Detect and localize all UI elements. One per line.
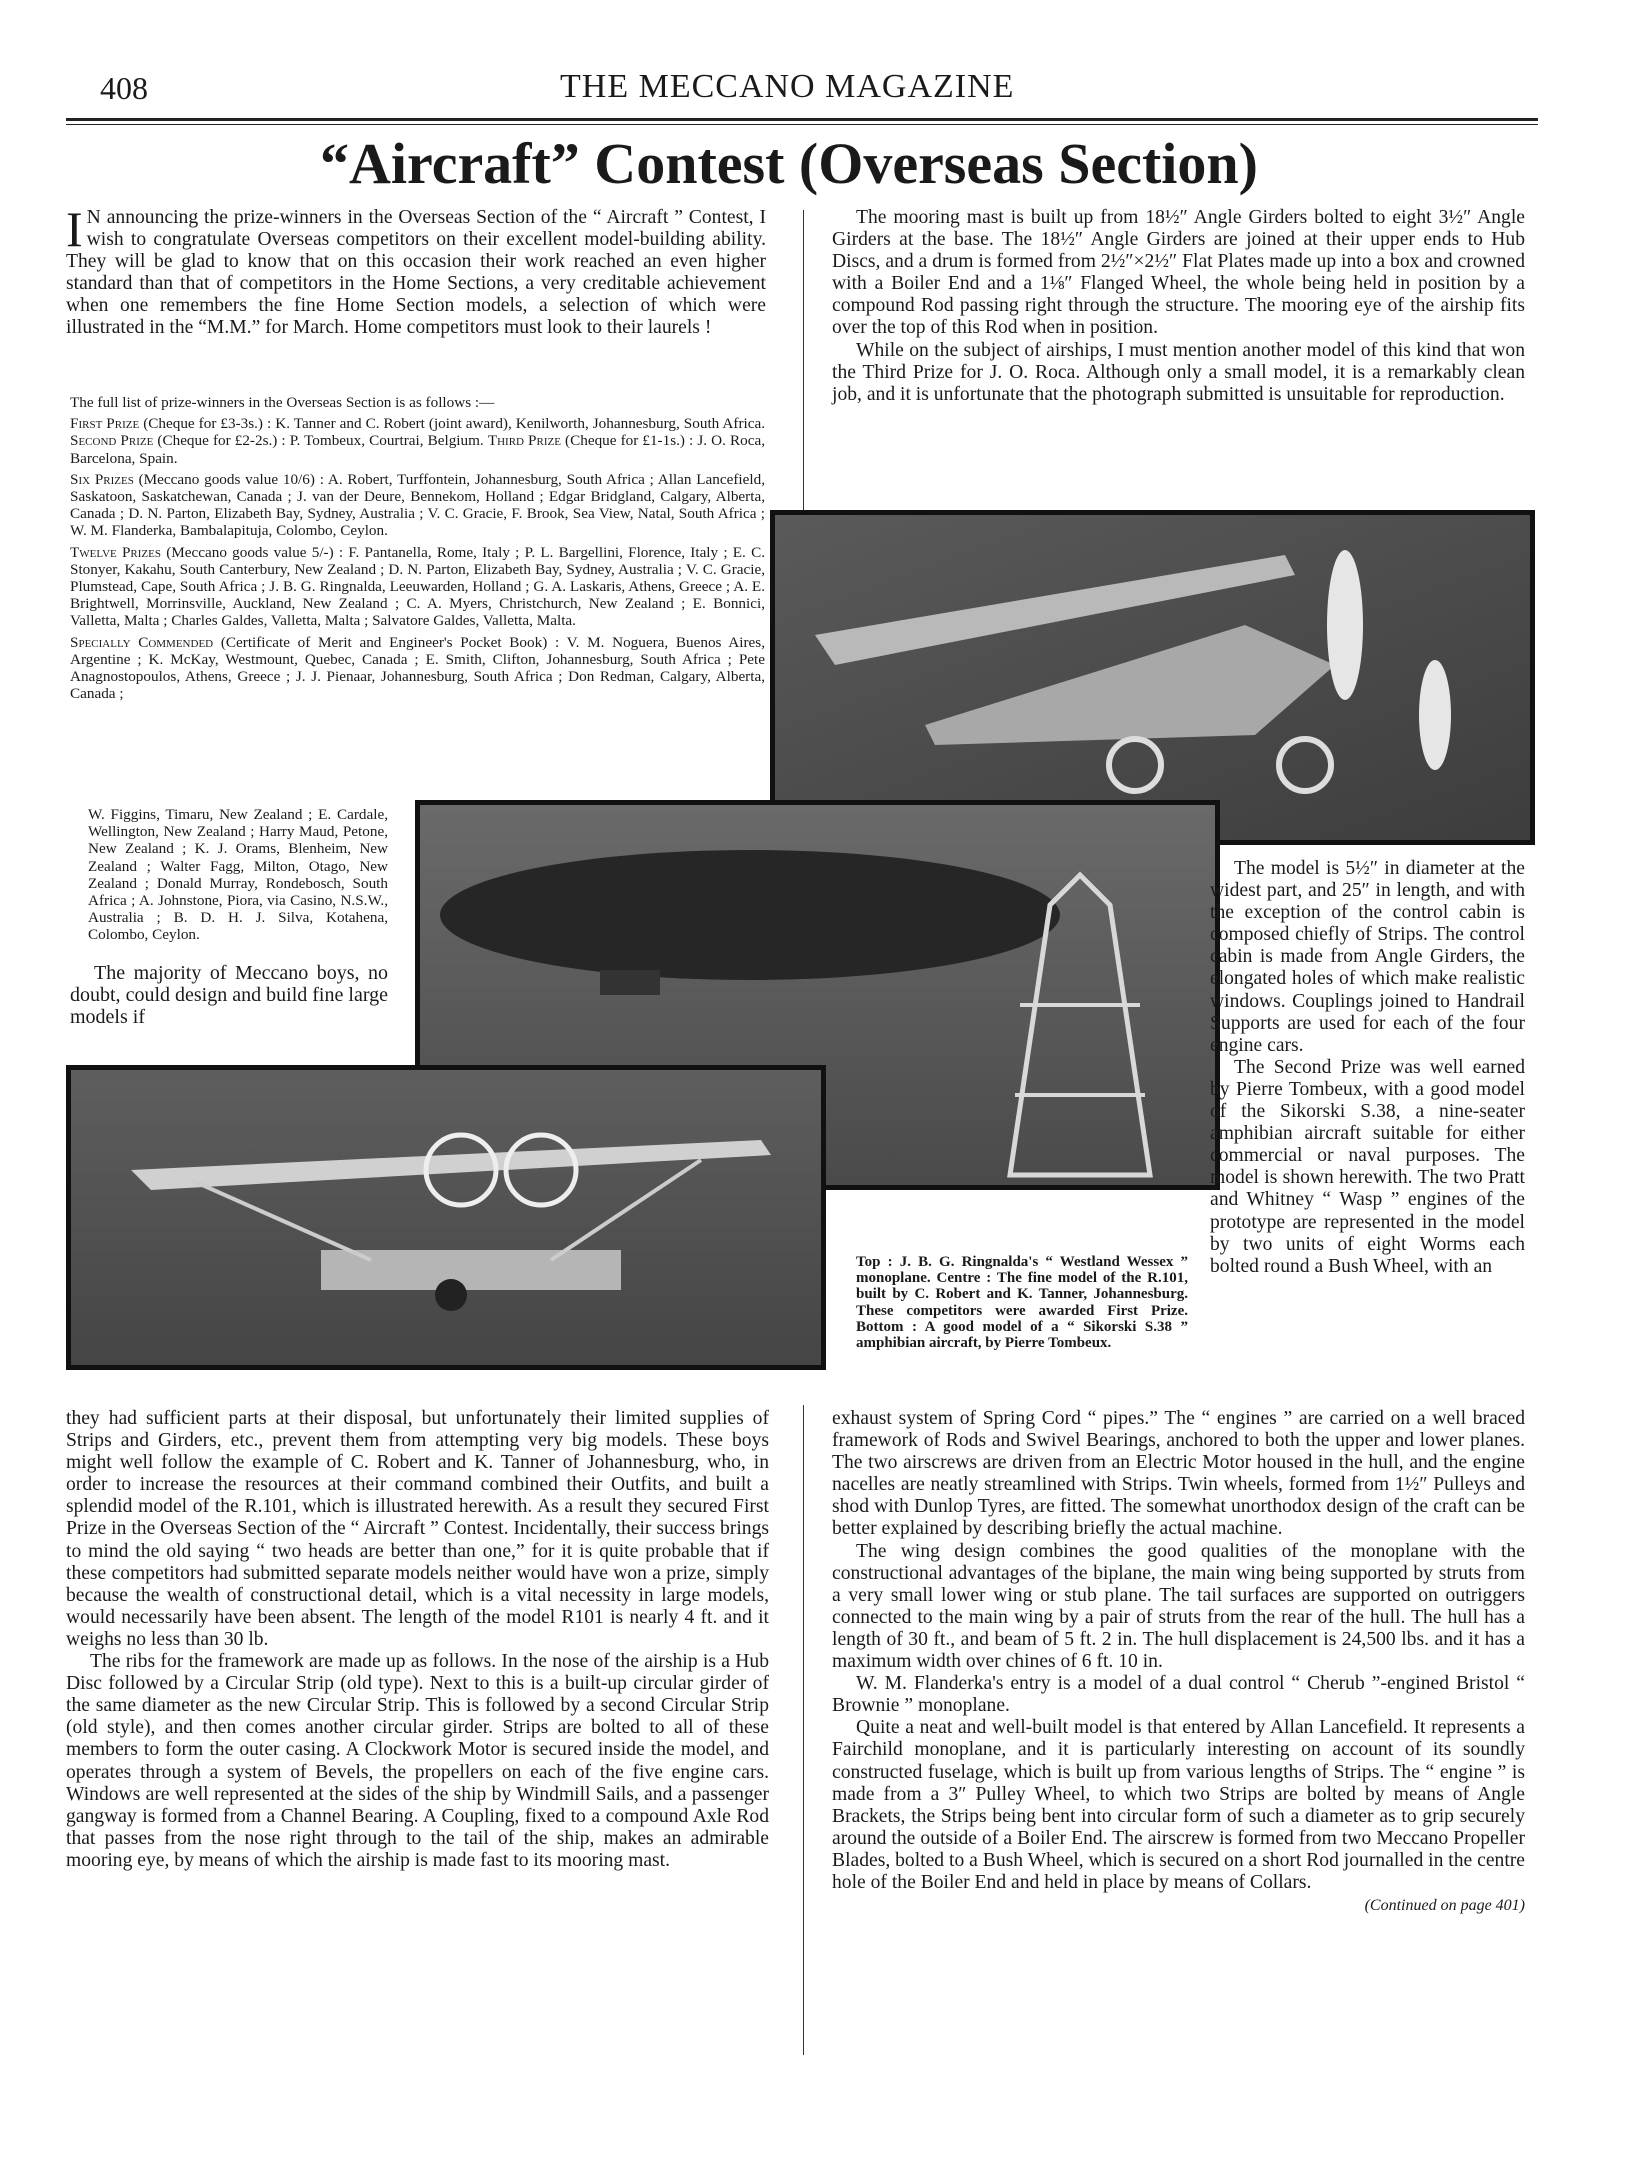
header-rule	[66, 118, 1538, 121]
article-title: “Aircraft” Contest (Overseas Section)	[320, 131, 1258, 196]
six-prizes-label: Six Prizes	[70, 470, 134, 488]
specially-commended-label: Specially Commended	[70, 633, 214, 651]
first-prize	[70, 415, 765, 467]
right-mid-text	[1210, 858, 1525, 1278]
left-mid-paragraph	[70, 962, 388, 1028]
westland-wessex-icon	[775, 515, 1530, 840]
six-prizes-text: (Meccano goods value 10/6) : A. Robert, Turffontein, Johannesburg, South Africa ; Allan Lancefield, Saskatoon, Saskatchewan, Canada ; J. van der Deure, Bennekom, Holland ; Edgar Bridgland, Calgary, Alberta, Canada ; D. N. Parton, Elizabeth Bay, Sydney, Australia ; V. C. Gracie, F. Brook, Sea View, Natal, South Africa ; W. M. Flanderka, Bambalapituja, Colombo, Ceylon.	[70, 470, 765, 540]
continued-link[interactable]: (Continued on page 401)	[1364, 1897, 1525, 1915]
magazine-title: THE MECCANO MAGAZINE	[560, 68, 1015, 105]
specially-commended-text: (Certificate of Merit and Engineer's Pocket Book) : V. M. Noguera, Buenos Aires, Argentine ; K. McKay, Westmount, Quebec, Canada ; E. Smith, Clifton, Johannesburg, South Africa ; Pete Anagnostopoulos, Athens, Greece ; J. J. Pienaar, Johannesburg, South Africa ; Don Redman, Calgary, Alberta, Canada ;	[70, 633, 766, 703]
top-photo-westland-wessex	[770, 510, 1535, 845]
six-prizes	[70, 471, 765, 540]
left-bottom-text	[66, 1408, 769, 1872]
third-prize-text: (Cheque for £1-1s.) : J. O. Roca, Barcelona, Spain.	[70, 432, 766, 467]
r101-dimensions-paragraph: The model is 5½″ in diameter at the widest part, and 25″ in length, and with the exception of the control cabin is composed chiefly of Strips. The control cabin is made from Angle Girders, the elongated holes of which make realistic windows. Couplings joined to Handrail Supports are used for each of the four engine cars.	[1210, 858, 1525, 1056]
header-rule-thin	[66, 124, 1538, 125]
commended-continued	[88, 806, 388, 948]
second-prize-label: Second Prize	[70, 432, 154, 450]
left-mid-text: The majority of Meccano boys, no doubt, could design and build fine large models if	[70, 962, 388, 1028]
lancefield-paragraph: Quite a neat and well-built model is that entered by Allan Lancefield. It represents a Fairchild monoplane, and it is particularly interesting on account of its soundly constructed fuselage, which is built up from various lengths of Strips. The “ engine ” is made from a 3″ Pulley Wheel, to which two Strips are bolted by means of Angle Brackets, the Strips being bent into circular form of such a diameter as to grip securely around the outside of a Boiler End. The airscrew is formed from two Meccano Propeller Blades, bolted to a Bush Wheel, which is secured on a short Rod journalled in the centre hole of the Boiler End and held in place by means of Collars.	[832, 1717, 1525, 1893]
bottom-photo-sikorski	[66, 1065, 826, 1370]
continued-note	[832, 1894, 1525, 1917]
wing-design-paragraph: The wing design combines the good qualities of the monoplane with the constructional advantages of the biplane, the main wing being supported by struts from a very small lower wing or stub plane. The tail surfaces are supported on outriggers connected to the main wing by a pair of struts from the rear of the hull. The hull has a length of 30 ft., and beam of 5 ft. 2 in. The hull displacement is 24,500 lbs. and it has a maximum width over chines of 6 ft. 10 in.	[832, 1540, 1525, 1673]
right-top-text	[832, 207, 1525, 406]
third-prize-paragraph: While on the subject of airships, I must mention another model of this kind that won the Third Prize for J. O. Roca. Although only a small model, it is a remarkably clean job, and it is unfortunate that the photograph submitted is unsuitable for reproduction.	[832, 339, 1525, 405]
second-prize-paragraph: The Second Prize was well earned by Pierre Tombeux, with a good model of the Sikorski S.38, a nine-seater amphibian aircraft suitable for either commercial or naval purposes. The model is shown herewith. The two Pratt and Whitney “ Wasp ” engines of the prototype are represented in the model by two units of eight Worms each bolted round a Bush Wheel, with an	[1210, 1056, 1525, 1277]
column-divider-lower	[803, 1405, 804, 2055]
exhaust-system-paragraph: exhaust system of Spring Cord “ pipes.” The “ engines ” are carried on a well braced framework of Rods and Swivel Bearings, anchored to both the upper and lower planes. The two airscrews are driven from an Electric Motor housed in the hull, and the engine nacelles are neatly streamlined with Strips. Twin wheels, formed from 1½″ Pulleys and shod with Dunlop Tyres, are fitted. The somewhat unorthodox design of the craft can be better explained by describing briefly the actual machine.	[832, 1408, 1525, 1540]
intro-paragraph	[66, 201, 766, 340]
twelve-prizes-label: Twelve Prizes	[70, 543, 161, 561]
r101-intro-paragraph: they had sufficient parts at their disposal, but unfortunately their limited supplies of Strips and Girders, etc., prevent them from attempting very big models. These boys might well follow the example of C. Robert and K. Tanner of Johannesburg, who, in order to increase the resources at their command combined their Outfits, and built a splendid model of the R.101, which is illustrated herewith. As a result they secured First Prize in the Overseas Section of the “ Aircraft ” Contest. Incidentally, their success brings to mind the old saying “ two heads are better than one,” for it is quite probable that if these competitors had submitted separate models neither would have won a prize, simply because the wealth of constructional detail, which is a vital necessity in large models, would necessarily have been absent. The length of the model R101 is nearly 4 ft. and it weighs no less than 30 lb.	[66, 1408, 769, 1650]
mooring-mast-paragraph: The mooring mast is built up from 18½″ Angle Girders bolted to eight 3½″ Angle Girders at the base. The 18½″ Angle Girders are joined at their upper ends to Hub Discs, and a drum is formed from 2½″×2½″ Flat Plates made up into a box and crowned with a Boiler End and a 1⅛″ Flanged Wheel, the whole being held in position by a compound Rod passing right through the structure. The mooring eye of the airship fits over the top of this Rod when in position.	[832, 207, 1525, 339]
column-divider	[803, 210, 804, 510]
twelve-prizes-text: (Meccano goods value 5/-) : F. Pantanella, Rome, Italy ; P. L. Bargellini, Florence, Italy ; E. C. Stonyer, Kakahu, South Canterbury, New Zealand ; D. N. Parton, Elizabeth Bay, Sydney, Australia ; V. C. Gracie, Plumstead, Cape, South Africa ; J. B. G. Ringnalda, Leeuwarden, Holland ; G. A. Laskaris, Athens, Greece ; A. E. Brightwell, Morrinsville, Auckland, New Zealand ; C. A. Myers, Christchurch, New Zealand ; E. Bonnici, Valletta, Malta ; Charles Galdes, Valletta, Malta ; Salvatore Galdes, Valletta, Malta.	[70, 543, 765, 630]
ribs-framework-paragraph: The ribs for the framework are made up as follows. In the nose of the airship is a Hub Disc followed by a Circular Strip (old type). Next to this is a built-up circular girder of the same diameter as the new Circular Strip. This is followed by a second Circular Strip (old style), and then comes another circular girder. Strips are bolted to all of these members to form the outer casing. A Clockwork Motor is secured inside the model, and operates through a system of Bevels, the propellers on each of the five engine cars. Windows are well represented at the sides of the ship by Windmill Sails, and a passenger gangway is formed from a Channel Bearing. A Coupling, fixed to a compound Axle Rod that passes from the nose right through to the tail of the ship, makes an admirable mooring eye, by means of which the airship is made fast to its mooring mast.	[66, 1651, 769, 1871]
intro-text: N announcing the prize-winners in the Overseas Section of the “ Aircraft ” Contest, I wish to congratulate Overseas competitors on their excellent model-building ability. They will be glad to know that on this occasion their work reached an even higher standard than that of competitors in the Home Sections, a very creditable achievement when one remembers the fine Home Section models, a selection of which were illustrated in the “M.M.” for March. Home competitors must look to their laurels !	[66, 207, 766, 339]
dropcap: I	[66, 201, 83, 257]
second-prize-text: (Cheque for £2-2s.) : P. Tombeux, Courtrai, Belgium.	[157, 432, 484, 450]
first-prize-text: (Cheque for £3-3s.) : K. Tanner and C. Robert (joint award), Kenilworth, Johannesburg, South Africa.	[143, 415, 766, 433]
sikorski-s38-icon	[71, 1070, 821, 1365]
page-number: 408	[100, 70, 148, 106]
photo-caption: Top : J. B. G. Ringnalda's “ Westland Wessex ” monoplane. Centre : The fine model of the R.101, built by C. Robert and K. Tanner, Johannesburg. These competitors were awarded First Prize. Bottom : A good model of a “ Sikorski S.38 ” amphibian aircraft, by Pierre Tombeux.	[856, 1254, 1188, 1352]
flanderka-paragraph: W. M. Flanderka's entry is a model of a dual control “ Cherub ”-engined Bristol “ Brownie ” monoplane.	[832, 1673, 1525, 1717]
third-prize-label: Third Prize	[487, 432, 561, 450]
right-bottom-text	[832, 1408, 1525, 1917]
commended-continued-text: W. Figgins, Timaru, New Zealand ; E. Cardale, Wellington, New Zealand ; Harry Maud, Petone, New Zealand ; K. J. Orams, Blenheim, New Zealand ; Walter Fagg, Milton, Otago, New Zealand ; Donald Murray, Rondebosch, South Africa ; A. Johnstone, Piora, via Casino, N.S.W., Australia ; B. D. H. J. Silva, Kotahena, Colombo, Ceylon.	[88, 806, 388, 944]
first-prize-label: First Prize	[70, 415, 140, 433]
prize-list-lead: The full list of prize-winners in the Overseas Section is as follows :—	[70, 394, 495, 411]
twelve-prizes	[70, 544, 765, 630]
specially-commended	[70, 634, 765, 703]
prize-list	[70, 394, 765, 706]
